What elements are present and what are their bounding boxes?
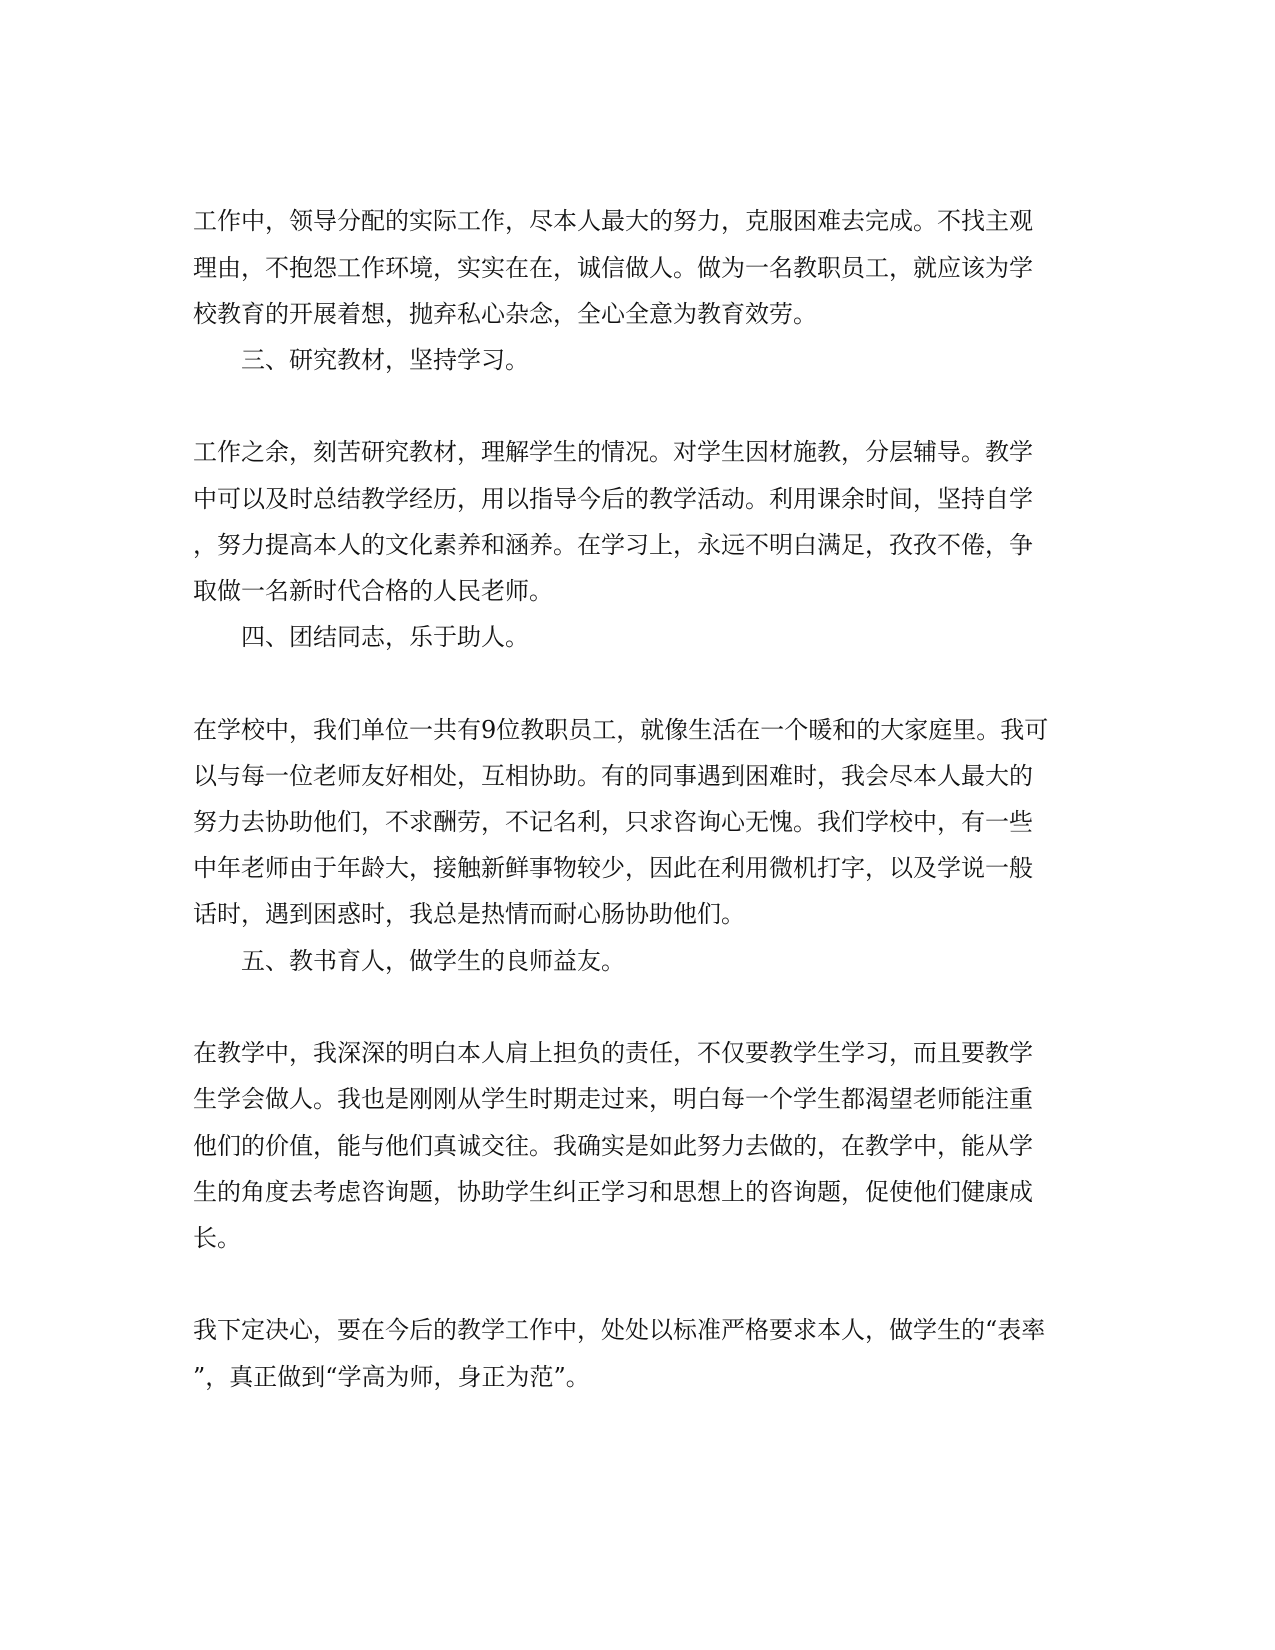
- para4-line-4: 生的角度去考虑咨询题，协助学生纠正学习和思想上的咨询题，促使他们健康成: [193, 1178, 1033, 1206]
- para1-line-3: 校教育的开展着想，抛弃私心杂念，全心全意为教育效劳。: [193, 300, 817, 328]
- para4-line-1: 在教学中，我深深的明白本人肩上担负的责任，不仅要教学生学习，而且要教学: [193, 1039, 1033, 1067]
- section-heading-5: 五、教书育人，做学生的良师益友。: [241, 947, 625, 975]
- para2-line-1: 工作之余，刻苦研究教材，理解学生的情况。对学生因材施教，分层辅导。教学: [193, 438, 1033, 466]
- para4-line-3: 他们的价值，能与他们真诚交往。我确实是如此努力去做的，在教学中，能从学: [193, 1132, 1033, 1160]
- para3-line-3: 努力去协助他们，不求酬劳，不记名利，只求咨询心无愧。我们学校中，有一些: [193, 808, 1033, 836]
- para2-line-2: 中可以及时总结教学经历，用以指导今后的教学活动。利用课余时间，坚持自学: [193, 485, 1033, 513]
- para3-line-2: 以与每一位老师友好相处，互相协助。有的同事遇到困难时，我会尽本人最大的: [193, 762, 1033, 790]
- para3-line-5: 话时，遇到困惑时，我总是热情而耐心肠协助他们。: [193, 900, 745, 928]
- para4-line-5: 长。: [193, 1224, 241, 1252]
- para4-line-2: 生学会做人。我也是刚刚从学生时期走过来，明白每一个学生都渴望老师能注重: [193, 1085, 1033, 1113]
- para1-line-2: 理由，不抱怨工作环境，实实在在，诚信做人。做为一名教职员工，就应该为学: [193, 254, 1033, 282]
- para3-line-4: 中年老师由于年龄大，接触新鲜事物较少，因此在利用微机打字，以及学说一般: [193, 854, 1033, 882]
- para5-line-1: 我下定决心，要在今后的教学工作中，处处以标准严格要求本人，做学生的“表率: [193, 1316, 1046, 1344]
- para2-line-3: ，努力提高本人的文化素养和涵养。在学习上，永远不明白满足，孜孜不倦，争: [193, 531, 1033, 559]
- para3-line-1: 在学校中，我们单位一共有9位教职员工，就像生活在一个暖和的大家庭里。我可: [193, 716, 1049, 744]
- para1-line-1: 工作中，领导分配的实际工作，尽本人最大的努力，克服困难去完成。不找主观: [193, 207, 1033, 235]
- section-heading-4: 四、团结同志，乐于助人。: [241, 623, 529, 651]
- section-heading-3: 三、研究教材，坚持学习。: [241, 346, 529, 374]
- para2-line-4: 取做一名新时代合格的人民老师。: [193, 577, 553, 605]
- para5-line-2: ”，真正做到“学高为师，身正为范”。: [193, 1363, 590, 1391]
